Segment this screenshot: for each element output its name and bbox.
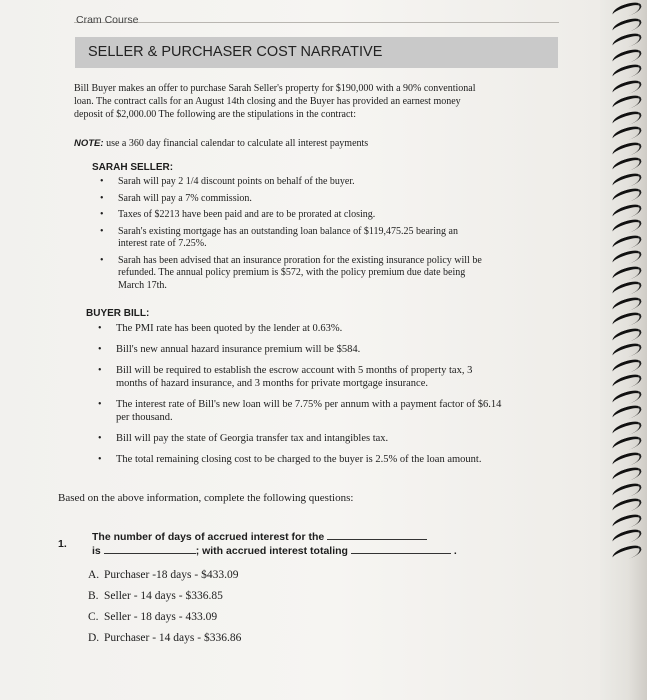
- option-c[interactable]: C. Seller - 18 days - 433.09: [88, 611, 218, 623]
- bullet-icon: •: [100, 254, 104, 266]
- spiral-coil: [611, 310, 643, 331]
- spiral-coil: [611, 201, 643, 222]
- bullet-icon: •: [98, 433, 102, 444]
- spiral-coil: [611, 449, 643, 470]
- list-item: • Sarah's existing mortgage has an outstanding loan balance of $119,475.25 bearing an interest rate of 7.25%.: [100, 225, 458, 249]
- spiral-coil: [611, 511, 643, 532]
- note-text: use a 360 day financial calendar to calculate all interest payments: [103, 138, 369, 149]
- list-item: • Sarah will pay 2 1/4 discount points on behalf of the buyer.: [100, 176, 355, 187]
- spiral-coil: [611, 387, 643, 408]
- spiral-coil: [611, 341, 643, 362]
- spiral-coil: [611, 418, 643, 439]
- header-rule: [74, 22, 559, 23]
- spiral-coil: [611, 372, 643, 393]
- bullet-icon: •: [100, 176, 104, 187]
- spiral-coil: [611, 496, 643, 517]
- spiral-coil: [611, 217, 643, 238]
- spiral-coil: [611, 263, 643, 284]
- spiral-coil: [611, 480, 643, 501]
- list-item: • The PMI rate has been quoted by the lender at 0.63%.: [98, 323, 343, 334]
- question-number: 1.: [58, 538, 67, 550]
- option-b[interactable]: B. Seller - 14 days - $336.85: [88, 590, 223, 602]
- bullet-icon: •: [98, 323, 102, 334]
- intro-paragraph: Bill Buyer makes an offer to purchase Sarah Seller's property for $190,000 with a 90% conventional loan. The contract calls for an August 14th closing and the Buyer has provided an earnest money deposit of $2,000.00 The following are the stipulations in the contract:: [74, 83, 476, 120]
- list-item: • The total remaining closing cost to be charged to the buyer is 2.5% of the loan amount.: [98, 454, 482, 465]
- buyer-list: [92, 322, 502, 474]
- buyer-heading: BUYER BILL:: [86, 308, 150, 319]
- spiral-coil: [611, 434, 643, 455]
- spiral-coil: [611, 93, 643, 114]
- spiral-coil: [611, 527, 643, 548]
- option-a[interactable]: A. Purchaser -18 days - $433.09: [88, 569, 239, 581]
- list-item: • Sarah will pay a 7% commission.: [100, 192, 252, 204]
- title-banner: [75, 37, 558, 68]
- bullet-icon: •: [100, 225, 104, 237]
- answer-blank: [351, 544, 451, 554]
- bullet-icon: •: [100, 192, 104, 204]
- bullet-icon: •: [100, 209, 104, 220]
- spiral-coil: [611, 139, 643, 160]
- instructions: Based on the above information, complete the following questions:: [58, 492, 354, 504]
- spiral-coil: [611, 186, 643, 207]
- spiral-coil: [611, 124, 643, 145]
- course-name: Cram Course: [76, 14, 139, 26]
- spiral-coil: [611, 15, 643, 36]
- spiral-coil: [611, 465, 643, 486]
- spiral-coil: [611, 542, 643, 563]
- bullet-icon: •: [98, 365, 102, 376]
- spiral-coil: [611, 46, 643, 67]
- seller-list: [94, 176, 484, 296]
- bullet-icon: •: [98, 399, 102, 410]
- list-item: • Bill's new annual hazard insurance premium will be $584.: [98, 344, 361, 355]
- note-line: [74, 137, 484, 150]
- spiral-coil: [611, 155, 643, 176]
- page-title: SELLER & PURCHASER COST NARRATIVE: [88, 44, 383, 60]
- list-item: • Bill will be required to establish the escrow account with 5 months of property tax, 3 months of hazard insurance, and 3 months for private mortgage insurance.: [98, 365, 473, 389]
- spiral-coil: [611, 31, 643, 52]
- bullet-icon: •: [98, 454, 102, 465]
- list-item: • Bill will pay the state of Georgia transfer tax and intangibles tax.: [98, 433, 389, 444]
- list-item: • The interest rate of Bill's new loan will be 7.75% per annum with a payment factor of $6.14 per thousand.: [98, 399, 502, 423]
- bullet-icon: •: [98, 344, 102, 355]
- list-item: • Taxes of $2213 have been paid and are to be prorated at closing.: [100, 209, 376, 220]
- spiral-coil: [611, 248, 643, 269]
- spiral-coil: [611, 356, 643, 377]
- seller-heading: SARAH SELLER:: [92, 162, 174, 173]
- spiral-coil: [611, 294, 643, 315]
- spiral-coil: [611, 108, 643, 129]
- answer-blank: [104, 544, 196, 554]
- answer-blank: [327, 530, 427, 540]
- spiral-coil: [611, 0, 643, 20]
- option-d[interactable]: D. Purchaser - 14 days - $336.86: [88, 632, 242, 644]
- question-text: The number of days of accrued interest for the is ; with accrued interest totaling .: [92, 531, 457, 557]
- spiral-coil: [611, 77, 643, 98]
- spiral-coil: [611, 62, 643, 83]
- note-label: NOTE:: [74, 138, 104, 149]
- spiral-coil: [611, 170, 643, 191]
- list-item: • Sarah has been advised that an insurance proration for the existing insurance policy will be refunded. The annual policy premium is $572, with the policy premium due date being March 17th.: [100, 254, 482, 291]
- spiral-binding: [600, 0, 647, 700]
- spiral-coil: [611, 403, 643, 424]
- spiral-coil: [611, 279, 643, 300]
- spiral-coil: [611, 325, 643, 346]
- answer-options: [88, 565, 241, 649]
- spiral-coil: [611, 232, 643, 253]
